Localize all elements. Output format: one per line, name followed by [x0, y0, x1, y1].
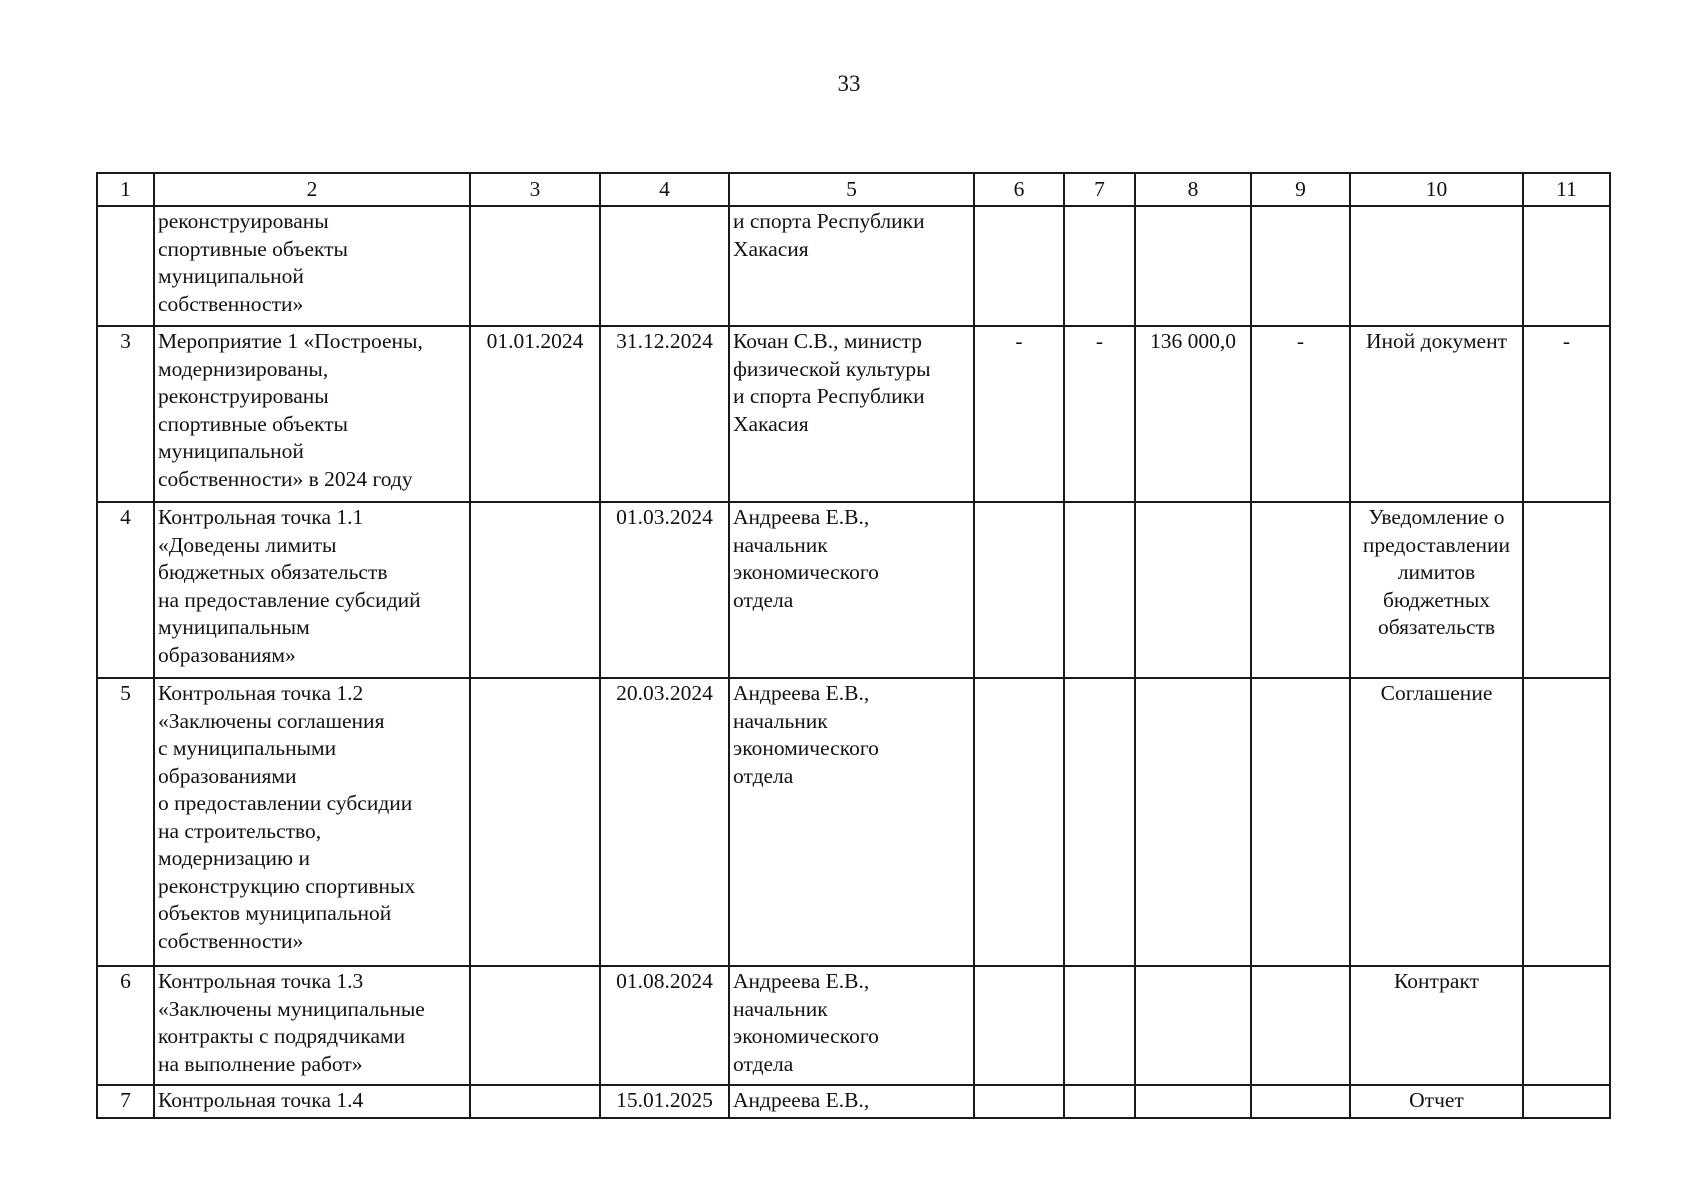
col7-cell	[1064, 678, 1135, 966]
document-cell: Соглашение	[1350, 678, 1523, 966]
col11-cell: -	[1523, 326, 1610, 502]
header-cell-8: 8	[1135, 173, 1251, 206]
row-number-cell: 4	[97, 502, 154, 678]
end-date-cell	[600, 206, 729, 326]
col9-cell	[1251, 502, 1350, 678]
col7-cell	[1064, 502, 1135, 678]
document-cell: Отчет	[1350, 1085, 1523, 1118]
start-date-cell	[470, 502, 600, 678]
row-number-cell: 3	[97, 326, 154, 502]
start-date-cell: 01.01.2024	[470, 326, 600, 502]
col7-cell: -	[1064, 326, 1135, 502]
col6-cell: -	[974, 326, 1064, 502]
end-date-cell: 01.08.2024	[600, 966, 729, 1085]
col9-cell	[1251, 966, 1350, 1085]
row-number-cell	[97, 206, 154, 326]
row-number-cell: 7	[97, 1085, 154, 1118]
header-cell-7: 7	[1064, 173, 1135, 206]
header-cell-3: 3	[470, 173, 600, 206]
responsible-cell: Андреева Е.В., начальник экономического отдела	[729, 966, 974, 1085]
responsible-cell: Андреева Е.В.,	[729, 1085, 974, 1118]
header-cell-9: 9	[1251, 173, 1350, 206]
header-row	[97, 173, 1610, 206]
col6-cell	[974, 206, 1064, 326]
amount-cell	[1135, 502, 1251, 678]
col7-cell	[1064, 206, 1135, 326]
header-cell-11: 11	[1523, 173, 1610, 206]
col6-cell	[974, 502, 1064, 678]
document-cell: Иной документ	[1350, 326, 1523, 502]
responsible-cell: Андреева Е.В., начальник экономического отдела	[729, 678, 974, 966]
table-row	[97, 326, 1610, 502]
responsible-cell: Андреева Е.В., начальник экономического отдела	[729, 502, 974, 678]
col9-cell	[1251, 1085, 1350, 1118]
document-cell: Контракт	[1350, 966, 1523, 1085]
document-cell: Уведомление о предоставлении лимитов бюджетных обязательств	[1350, 502, 1523, 678]
start-date-cell	[470, 966, 600, 1085]
amount-cell: 136 000,0	[1135, 326, 1251, 502]
table-row	[97, 1085, 1610, 1118]
table-row	[97, 502, 1610, 678]
col11-cell	[1523, 678, 1610, 966]
header-cell-1: 1	[97, 173, 154, 206]
page-number: 33	[837, 71, 861, 96]
col11-cell	[1523, 1085, 1610, 1118]
amount-cell	[1135, 206, 1251, 326]
row-number-cell: 6	[97, 966, 154, 1085]
plan-table	[96, 172, 1611, 1119]
col9-cell	[1251, 678, 1350, 966]
amount-cell	[1135, 1085, 1251, 1118]
col9-cell: -	[1251, 326, 1350, 502]
header-cell-10: 10	[1350, 173, 1523, 206]
amount-cell	[1135, 678, 1251, 966]
header-cell-6: 6	[974, 173, 1064, 206]
amount-cell	[1135, 966, 1251, 1085]
col6-cell	[974, 966, 1064, 1085]
document-cell	[1350, 206, 1523, 326]
event-name-cell: Контрольная точка 1.2 «Заключены соглашения с муниципальными образованиями о предоставлении субсидии на строительство, модернизацию и реконструкцию спортивных объектов муниципальной собственности»	[154, 678, 470, 966]
end-date-cell: 20.03.2024	[600, 678, 729, 966]
header-cell-4: 4	[600, 173, 729, 206]
col9-cell	[1251, 206, 1350, 326]
row-number-cell: 5	[97, 678, 154, 966]
col11-cell	[1523, 502, 1610, 678]
col6-cell	[974, 678, 1064, 966]
end-date-cell: 15.01.2025	[600, 1085, 729, 1118]
start-date-cell	[470, 1085, 600, 1118]
start-date-cell	[470, 206, 600, 326]
start-date-cell	[470, 678, 600, 966]
end-date-cell: 01.03.2024	[600, 502, 729, 678]
responsible-cell: и спорта Республики Хакасия	[729, 206, 974, 326]
header-cell-2: 2	[154, 173, 470, 206]
col11-cell	[1523, 206, 1610, 326]
event-name-cell: Контрольная точка 1.4	[154, 1085, 470, 1118]
col6-cell	[974, 1085, 1064, 1118]
table-row	[97, 678, 1610, 966]
event-name-cell: Контрольная точка 1.3 «Заключены муниципальные контракты с подрядчиками на выполнение работ»	[154, 966, 470, 1085]
col7-cell	[1064, 966, 1135, 1085]
event-name-cell: Контрольная точка 1.1 «Доведены лимиты бюджетных обязательств на предоставление субсидий муниципальным образованиям»	[154, 502, 470, 678]
table-row	[97, 206, 1610, 326]
responsible-cell: Кочан С.В., министр физической культуры и спорта Республики Хакасия	[729, 326, 974, 502]
end-date-cell: 31.12.2024	[600, 326, 729, 502]
col11-cell	[1523, 966, 1610, 1085]
col7-cell	[1064, 1085, 1135, 1118]
table-row	[97, 966, 1610, 1085]
header-cell-5: 5	[729, 173, 974, 206]
event-name-cell: реконструированы спортивные объекты муниципальной собственности»	[154, 206, 470, 326]
event-name-cell: Мероприятие 1 «Построены, модернизированы, реконструированы спортивные объекты муниципальной собственности» в 2024 году	[154, 326, 470, 502]
